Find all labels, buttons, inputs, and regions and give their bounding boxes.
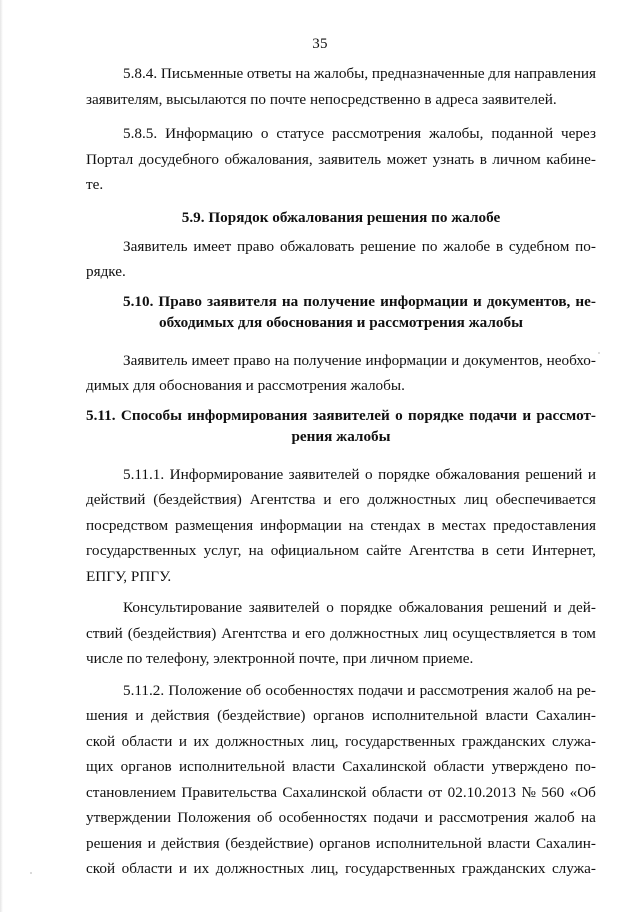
page-number: 35 [312, 36, 328, 52]
text-line: действий (бездействия) Агентства и его должностных лиц обеспечивается [86, 491, 596, 508]
text-line: щих органов исполнительной власти Сахалинской области утверждено по- [86, 758, 596, 775]
text-line: шения и действия (бездействие) органов исполнительной власти Сахалин- [86, 707, 596, 724]
text-line: ствий (бездействия) Агентства и его должностных лиц осуществляется в том [86, 624, 596, 642]
text-line: Заявитель имеет право на получение информации и документов, необхо- [123, 351, 596, 369]
text-line: 5.8.5. Информацию о статусе рассмотрения жалобы, поданной через [123, 125, 596, 142]
text-line: рядке. [86, 263, 126, 280]
section-heading-5-10 [86, 291, 596, 333]
text-line: Заявитель имеет право обжаловать решение по жалобе в судебном по- [123, 237, 596, 255]
heading-line: обходимых для обоснования и рассмотрения жалобы [159, 313, 523, 331]
text-line: утверждении Положения об особенностях подачи и рассмотрения жалоб на [86, 809, 596, 826]
paragraph-consulting [86, 595, 596, 672]
text-line: числе по телефону, электронной почте, при личном приеме. [86, 650, 474, 667]
paragraph-5-10 [86, 348, 596, 399]
document-body [86, 61, 596, 882]
text-line: ЕПГУ, РПГУ. [86, 567, 172, 585]
paragraph-5-8-4 [86, 61, 596, 112]
text-line: Портал досудебного обжалования, заявитель может узнать в личном кабине- [86, 150, 596, 168]
heading-line: рения жалобы [291, 427, 391, 445]
scan-edge [0, 0, 3, 912]
paragraph-5-8-5 [86, 121, 596, 198]
text-line: становлением Правительства Сахалинской области от 02.10.2013 № 560 «Об [86, 783, 596, 801]
text-line: Консультирование заявителей о порядке обжалования решений и дей- [123, 599, 596, 616]
text-line: ской области и их должностных лиц, государственных гражданских служа- [86, 860, 596, 877]
heading-line: 5.9. Порядок обжалования решения по жалобе [181, 208, 501, 226]
text-line: ской области и их должностных лиц, государственных гражданских служа- [86, 732, 596, 750]
text-line: те. [86, 176, 104, 193]
section-heading-5-11 [86, 405, 596, 447]
text-line: заявителям, высылаются по почте непосредственно в адреса заявителей. [86, 90, 557, 108]
text-line: решения и действия (бездействие) органов исполнительной власти Сахалин- [86, 834, 596, 852]
scan-speck [598, 352, 600, 354]
scan-speck [30, 872, 32, 874]
text-line: государственных услуг, на официальном сайте Агентства в сети Интернет, [86, 542, 596, 559]
heading-line: 5.11. Способы информирования заявителей о порядке подачи и рассмот- [86, 406, 596, 424]
paragraph-5-11-2 [86, 678, 596, 882]
paragraph-5-11-1 [86, 462, 596, 590]
text-line: 5.8.4. Письменные ответы на жалобы, предназначенные для направления [123, 65, 596, 82]
text-line: 5.11.2. Положение об особенностях подачи и рассмотрения жалоб на ре- [123, 681, 596, 699]
text-line: 5.11.1. Информирование заявителей о порядке обжалования решений и [123, 465, 596, 483]
heading-line: 5.10. Право заявителя на получение информации и документов, не- [123, 292, 596, 310]
text-line: посредством размещения информации на стендах в местах предоставления [86, 516, 596, 534]
section-heading-5-9 [86, 207, 596, 228]
text-line: димых для обоснования и рассмотрения жалобы. [86, 377, 405, 394]
paragraph-5-9 [86, 234, 596, 285]
